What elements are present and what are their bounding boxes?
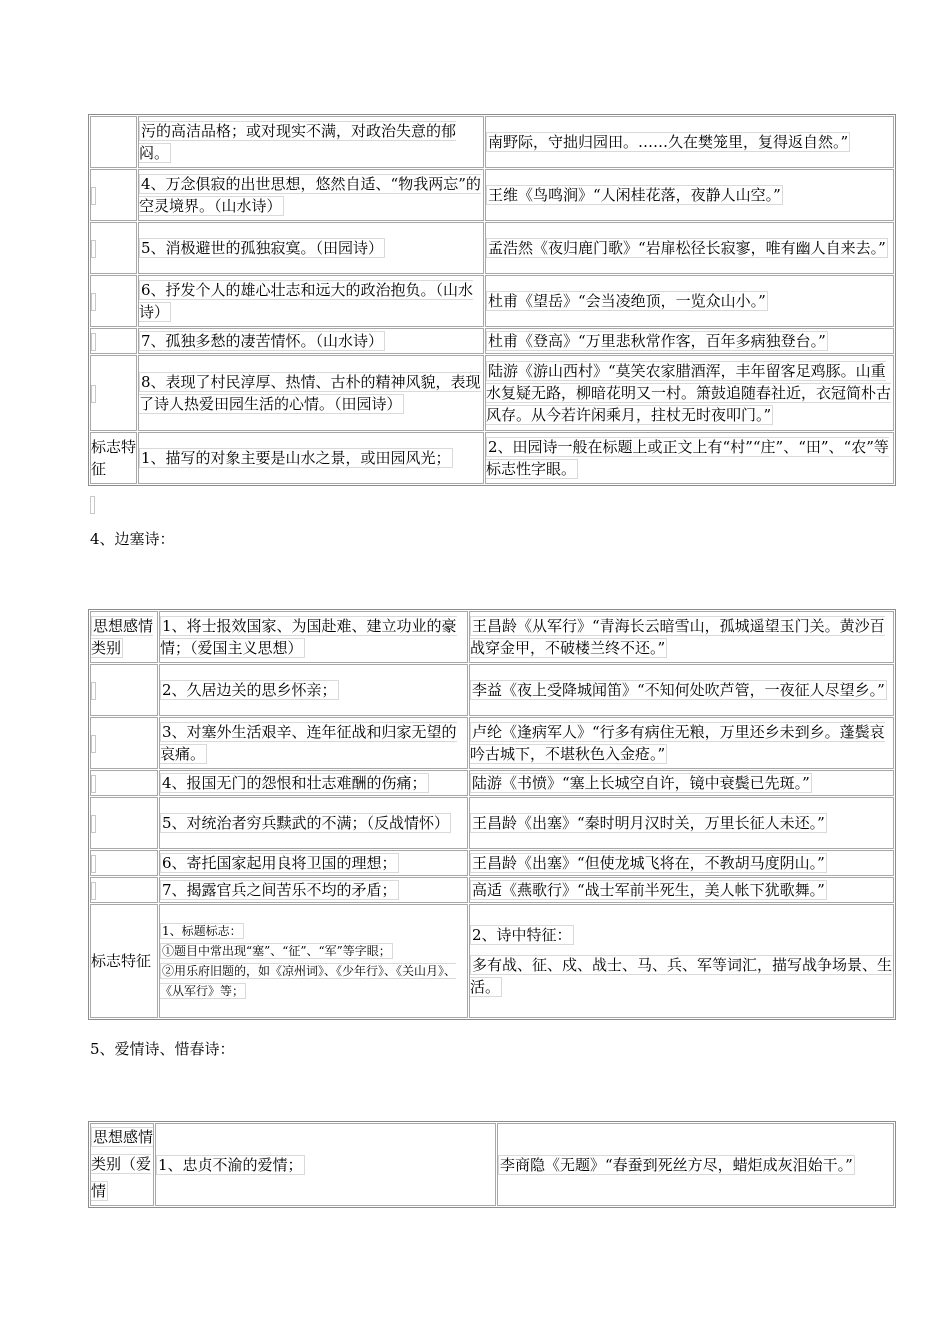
table-row [90, 770, 894, 796]
feature-2-cell: 2、诗中特征： 多有战、征、戍、战士、马、兵、军等词汇，描写战争场景、生活。 [469, 904, 894, 1018]
feature-label-cell: 标志特征 [90, 432, 137, 484]
theme-cell: 8、表现了村民淳厚、热情、古朴的精神风貌，表现了诗人热爱田园生活的心情。（田园诗） [138, 355, 484, 431]
theme-cell: 4、报国无门的怨恨和壮志难酬的伤痛； [159, 770, 468, 796]
example-cell: 陆游《游山西村》“莫笑农家腊酒浑，丰年留客足鸡豚。山重水复疑无路，柳暗花明又一村。箫鼓追随春社近，衣冠简朴古风存。从今若许闲乘月，拄杖无时夜叩门。” [485, 355, 894, 431]
example-cell: 高适《燕歌行》“战士军前半死生，美人帐下犹歌舞。” [469, 877, 894, 903]
category-cell: 思想感情类别 [90, 611, 158, 663]
theme-cell: 污的高洁品格；或对现实不满，对政治失意的郁闷。 [138, 116, 484, 168]
example-cell: 卢纶《逢病军人》“行多有病住无粮，万里还乡未到乡。蓬鬓哀吟古城下，不堪秋色入金疮。” [469, 717, 894, 769]
category-cell [90, 222, 137, 274]
table-row [90, 797, 894, 849]
category-cell [90, 664, 158, 716]
empty-text-marker [91, 240, 96, 258]
landscape-pastoral-table [88, 114, 896, 486]
theme-cell: 5、对统治者穷兵黩武的不满；（反战情怀） [159, 797, 468, 849]
theme-cell: 3、对塞外生活艰辛、连年征战和归家无望的哀痛。 [159, 717, 468, 769]
table-row [90, 355, 894, 431]
theme-cell: 5、消极避世的孤独寂寞。（田园诗） [138, 222, 484, 274]
empty-text-marker [90, 496, 95, 514]
theme-cell: 7、揭露官兵之间苦乐不均的矛盾； [159, 877, 468, 903]
example-cell: 王昌龄《出塞》“但使龙城飞将在，不教胡马度阴山。” [469, 850, 894, 876]
empty-text-marker [91, 735, 96, 753]
empty-text-marker [91, 293, 96, 311]
empty-text-marker [91, 882, 96, 900]
feature-label-cell: 标志特征 [90, 904, 158, 1018]
feature-row [90, 432, 894, 484]
table-row [90, 328, 894, 354]
empty-text-marker [91, 775, 96, 793]
example-cell: 李商隐《无题》“春蚕到死丝方尽，蜡炬成灰泪始干。” [497, 1123, 894, 1206]
example-cell: 王维《鸟鸣涧》“人闲桂花落，夜静人山空。” [485, 169, 894, 221]
example-cell: 孟浩然《夜归鹿门歌》“岩扉松径长寂寥，唯有幽人自来去。” [485, 222, 894, 274]
feature-1-cell: 1、描写的对象主要是山水之景，或田园风光； [138, 432, 484, 484]
example-cell: 杜甫《登高》“万里悲秋常作客，百年多病独登台。” [485, 328, 894, 354]
example-cell: 王昌龄《从军行》“青海长云暗雪山，孤城遥望玉门关。黄沙百战穿金甲，不破楼兰终不还。” [469, 611, 894, 663]
example-cell: 陆游《书愤》“塞上长城空自许，镜中衰鬓已先斑。” [469, 770, 894, 796]
example-cell: 王昌龄《出塞》“秦时明月汉时关，万里长征人未还。” [469, 797, 894, 849]
category-cell [90, 275, 137, 327]
table-row [90, 1123, 894, 1206]
feature-row [90, 904, 894, 1018]
category-cell [90, 717, 158, 769]
category-cell [90, 850, 158, 876]
theme-cell: 6、抒发个人的雄心壮志和远大的政治抱负。（山水诗） [138, 275, 484, 327]
table-row [90, 850, 894, 876]
example-cell: 杜甫《望岳》“会当凌绝顶，一览众山小。” [485, 275, 894, 327]
table-row [90, 877, 894, 903]
category-cell [90, 877, 158, 903]
category-cell [90, 328, 137, 354]
theme-cell: 4、万念俱寂的出世思想，悠然自适、“物我两忘”的空灵境界。（山水诗） [138, 169, 484, 221]
table-row [90, 275, 894, 327]
section-heading-frontier: 4、边塞诗： [90, 530, 175, 548]
empty-text-marker [91, 815, 96, 833]
theme-cell: 6、寄托国家起用良将卫国的理想； [159, 850, 468, 876]
theme-cell: 7、孤独多愁的凄苦情怀。（山水诗） [138, 328, 484, 354]
example-cell: 李益《夜上受降城闻笛》“不知何处吹芦管，一夜征人尽望乡。” [469, 664, 894, 716]
frontier-poetry-table [88, 609, 896, 1020]
empty-text-marker [91, 385, 96, 403]
table-row [90, 664, 894, 716]
category-cell: 思想感情类别（爱情 [90, 1123, 154, 1206]
table-row [90, 717, 894, 769]
table-row [90, 222, 894, 274]
category-cell [90, 797, 158, 849]
example-cell: 南野际，守拙归园田。……久在樊笼里，复得返自然。” [485, 116, 894, 168]
empty-text-marker [91, 187, 96, 205]
theme-cell: 1、将士报效国家、为国赴难、建立功业的豪情；（爱国主义思想） [159, 611, 468, 663]
table-row [90, 169, 894, 221]
empty-text-marker [91, 333, 96, 351]
feature-2-cell: 2、田园诗一般在标题上或正文上有“村”“庄”、“田”、“农”等标志性字眼。 [485, 432, 894, 484]
table-row [90, 611, 894, 663]
category-cell [90, 116, 137, 168]
category-cell [90, 355, 137, 431]
feature-1-cell: 1、标题标志： ①题目中常出现“塞”、“征”、“军”等字眼； ②用乐府旧题的，如《凉州词》、《少年行》、《关山月》、《从军行》等； [159, 904, 468, 1018]
theme-cell: 2、久居边关的思乡怀亲； [159, 664, 468, 716]
category-cell [90, 169, 137, 221]
section-heading-love-spring: 5、爱情诗、惜春诗： [90, 1040, 235, 1058]
theme-cell: 1、忠贞不渝的爱情； [155, 1123, 496, 1206]
love-poetry-table [88, 1121, 896, 1208]
category-cell [90, 770, 158, 796]
table-row [90, 116, 894, 168]
empty-text-marker [91, 682, 96, 700]
empty-text-marker [91, 855, 96, 873]
